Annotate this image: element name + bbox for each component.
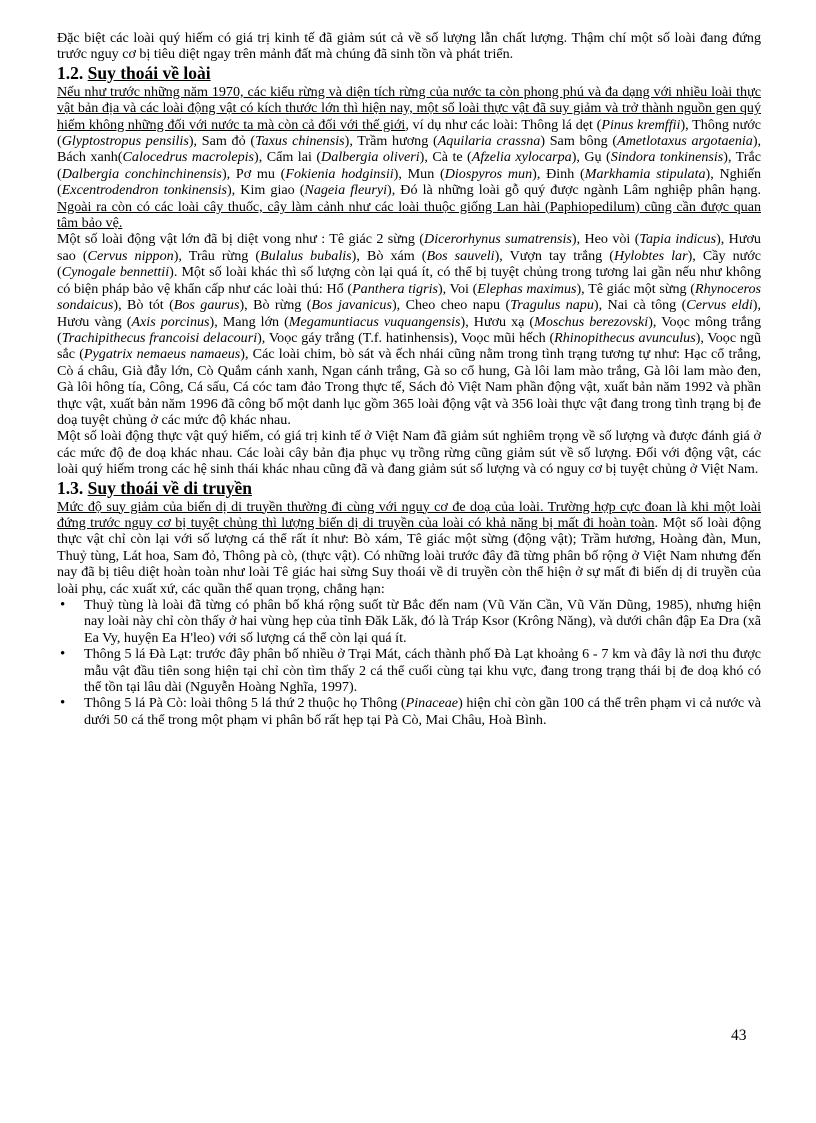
species-name: Diospyros mun <box>444 165 533 182</box>
text-run: ), Đó là những loài gỗ quý được ngành Lâm nghiệp phân hạng. <box>387 182 761 199</box>
species-name: Tapia indicus <box>639 231 717 248</box>
text-run: ), Bò tót ( <box>113 297 174 314</box>
document-page <box>57 30 761 728</box>
text-run: ), Kim giao ( <box>226 182 305 199</box>
text-run: ), Nai cà tông ( <box>593 297 687 314</box>
species-name: Pinaceae <box>405 695 459 712</box>
text-run: ), Mun ( <box>393 165 445 182</box>
bullet-list <box>57 597 761 728</box>
text-run: Ngoài ra còn có các loài cây thuốc, cây làm cảnh như các loài thuộc giống Lan hài (Paphiopedilum) cũng cần được quan tâm bảo vệ. <box>57 198 761 232</box>
text-run: ), Sam đỏ ( <box>188 133 256 150</box>
list-item <box>84 695 761 728</box>
text-run: ), Hươu xạ ( <box>460 313 535 330</box>
species-name: Markhamia stipulata <box>584 165 706 182</box>
species-name: Bos gaurus <box>173 297 240 314</box>
text-run: ), Cầy nước ( <box>57 247 761 281</box>
text-run: ), Trắc ( <box>57 149 761 182</box>
paragraph <box>57 499 761 597</box>
text-run: ), Voọc gáy trắng (T.f. hatinhensis), Voọc mũi hếch ( <box>257 329 555 346</box>
paragraph <box>57 231 761 428</box>
text-run: ), Trầm hương ( <box>344 133 438 150</box>
species-name: Rhinopithecus avunculus <box>554 329 696 346</box>
text-run: Thông 5 lá Pà Cò: loài thông 5 lá thứ 2 thuộc họ Thông ( <box>84 695 406 712</box>
species-name: Bulalus bubalis <box>260 247 352 264</box>
intro-paragraph: Đặc biệt các loài quý hiếm có giá trị kinh tế đã giảm sút cả về số lượng lẫn chất lượng. Thậm chí một số loài đang đứng trước nguy cơ bị tiêu diệt ngay trên mảnh đất mà chúng đã sinh tồn và phát triển. <box>57 30 761 63</box>
text-run: . Một số loài động thực vật chỉ còn lại với số lượng cá thể rất ít như: Bò xám, Tê giác một sừng (động vật); Trầm hương, Hoàng đàn, Mun, Thuỷ tùng, Lát hoa, Sam đỏ, Thông pà cò, (thực vật). Có những loài trước đây đã từng phân bố rộng ở Việt Nam nhưng đến nay đã bị tiêu diệt hoàn toàn như loài Tê giác hai sừng Suy thoái về di truyền còn thể hiện ở sự mất đi biến dị di truyền của loài phụ, các xuất xứ, các quần thể quan trọng, chẳng hạn: <box>57 514 761 597</box>
species-name: Sindora tonkinensis <box>610 149 724 166</box>
text-run: Thuỷ tùng là loài đã từng có phân bố khá rộng suốt từ Bắc đến nam (Vũ Văn Cần, Vũ Văn Dũng, 1985), nhưng hiện nay loài này chỉ còn thấy ở hai vùng hẹp của tỉnh Đăk Lăk, đó là Tráp Ksor (Krông Năng), và dưới chân đập Ea Dra (xã Ea Vy, huyện Ea H'leo) với số lượng cá thể còn lại quá ít. <box>84 597 761 646</box>
species-name: Trachipithecus francoisi delacouri <box>61 329 258 346</box>
species-name: Dalbergia oliveri <box>321 149 420 166</box>
text-run: ), Cheo cheo napu ( <box>391 297 511 314</box>
species-name: Afzelia xylocarpa <box>471 149 572 166</box>
species-name: Nageia fleuryi <box>304 182 387 199</box>
species-name: Axis porcinus <box>131 313 210 330</box>
list-item <box>84 646 761 695</box>
species-name: Dalbergia conchinchinensis <box>61 165 222 182</box>
paragraph <box>57 84 761 232</box>
text-run: ), Trâu rừng ( <box>173 247 261 264</box>
text-run: ) Sam bông ( <box>540 133 618 150</box>
section-number: 1.3. <box>57 477 84 498</box>
species-name: Hylobtes lar <box>613 247 688 264</box>
text-run: ), Hươu vàng ( <box>57 297 761 330</box>
text-run: ), Pơ mu ( <box>221 165 286 182</box>
text-run: Nếu như trước những năm 1970, các kiểu rừng và diện tích rừng của nước ta còn phong phú và đa dạng với nhiều loài thực vật bản địa và các loài động vật có kích thước lớn thì hiện nay, một số loài thực vật đã suy giảm và trở thành nguồn gen quý hiếm không những đối với nước ta mà còn cả đối với thế giới <box>57 83 761 133</box>
text-run: ), Voi ( <box>437 280 478 297</box>
species-name: Fokienia hodginsii <box>285 165 394 182</box>
section-heading-1-2 <box>57 63 761 84</box>
text-run: Một số loài động vật lớn đã bị diệt vong như : Tê giác 2 sừng ( <box>57 231 425 248</box>
text-run: ) hiện chỉ còn gần 100 cá thể trên phạm vi cả nước và dưới 50 cá thể trong một phạm vi phân bố rất hẹp tại Pà Cò, Mai Châu, Hoà Bình. <box>84 695 761 728</box>
text-run: ), Bò rừng ( <box>239 297 312 314</box>
text-run: ), Voọc ngũ sắc ( <box>57 329 761 363</box>
text-run: ), Thông nước ( <box>57 116 762 150</box>
species-name: Ametlotaxus argotaenia <box>617 133 753 150</box>
text-run: ), Cẩm lai ( <box>254 149 322 166</box>
page-number: 43 <box>731 1027 747 1044</box>
section-heading-1-3 <box>57 478 761 499</box>
text-run: Thông 5 lá Đà Lạt: trước đây phân bố nhiều ở Trại Mát, cách thành phố Đà Lạt khoảng 6 - 7 km và đây là nơi thu được mẫu vật đầu tiên song hiện tại chỉ còn tìm thấy 2 cá thể cuối cùng tại khu vực, đang trong trạng thái bị đe doạ khó có thể tồn tại lâu dài (Nguyễn Hoàng Nghĩa, 1997). <box>84 646 761 696</box>
section-number: 1.2. <box>57 62 84 83</box>
text-run: ), Vượn tay trắng ( <box>494 247 614 264</box>
paragraph: Một số loài động thực vật quý hiếm, có giá trị kinh tế ở Việt Nam đã giảm sút nghiêm trọng về số lượng và được đánh giá ở các mức độ đe doạ khác nhau. Các loài cây bản địa phục vụ trồng rừng cũng giảm sút về số lượng. Đối với động vật, các loài quý hiếm trong các hệ sinh thái khác nhau cũng đã và đang giảm sút số lượng và có nguy cơ bị tuyệt chủng ở Việt Nam. <box>57 428 761 478</box>
text-run: ), Tê giác một sừng ( <box>576 280 695 297</box>
section-title: Suy thoái về di truyền <box>87 477 252 498</box>
text-run: ), Gụ ( <box>571 149 611 166</box>
species-name: Aquilaria crassna <box>437 133 541 150</box>
species-name: Pygatrix nemaeus namaeus <box>83 346 241 363</box>
species-name: Pinus kremffii <box>601 116 681 133</box>
text-run: ). Một số loài khác thì số lượng còn lại quá ít, có thể bị tuyệt chủng trong tương lai gần nếu như không có biện pháp bảo vệ khẩn cấp như các loài thú: Hổ ( <box>57 264 761 297</box>
species-name: Taxus chinensis <box>255 133 345 150</box>
text-run: ), Hươu sao ( <box>57 231 761 264</box>
text-run: ), Voọc mông trắng ( <box>57 313 761 346</box>
species-name: Tragulus napu <box>510 297 594 314</box>
species-name: Calocedrus macrolepis <box>122 149 255 166</box>
species-name: Moschus berezovski <box>534 313 649 330</box>
species-name: Bos sauveli <box>426 247 495 264</box>
species-name: Cervus eldi <box>686 297 753 314</box>
text-run: ), Các loài chim, bò sát và ếch nhái cũng nằm trong tình trạng tương tự như: Hạc cổ trắng, Cò á châu, Già đẫy lớn, Cò Quắm cánh xanh, Ngan cánh trắng, Gà so cổ hung, Gà lôi lam mào trắng, Gà lôi lam mào đen, Gà lôi hông tía, Công, Cá sấu, Cá cóc tam đảo Trong thực tế, Sách đỏ Việt Nam phần động vật, xuất bản năm 1992 và phần thực vật, xuất bản năm 1996 đã công bố một danh lục gồm 365 loài động vật và 356 loài thực vật đang trong tình trạng bị đe doạ tuyệt chủng ở các mức độ khác nhau. <box>57 346 762 428</box>
text-run: ), Nghiến ( <box>57 165 761 199</box>
species-name: Excentrodendron tonkinensis <box>61 182 227 199</box>
species-name: Cynogale bennettii <box>61 264 170 281</box>
species-name: Megamuntiacus vuquangensis <box>288 313 461 330</box>
text-run: ), Đinh ( <box>532 165 585 182</box>
text-run: ), Cà te ( <box>419 149 472 166</box>
species-name: Elephas maximus <box>477 280 577 297</box>
list-item <box>84 597 761 646</box>
species-name: Bos javanicus <box>311 297 392 314</box>
species-name: Dicerorhynus sumatrensis <box>424 231 572 248</box>
species-name: Glyptostropus pensilis <box>61 133 189 150</box>
text-run: ), Bách xanh( <box>57 133 762 166</box>
text-run: ), Heo vòi ( <box>571 231 640 248</box>
text-run: , ví dụ như các loài: Thông lá dẹt ( <box>405 116 602 133</box>
text-run: Mức độ suy giảm của biến dị di truyền thường đi cùng với nguy cơ đe doạ của loài. Trường hợp cực đoan là khi một loài đứng trước nguy cơ bị tuyệt chủng thì lượng biến dị di truyền của loài có khả năng bị mất đi hoàn toàn <box>57 498 761 531</box>
text-run: ), Mang lớn ( <box>209 313 289 330</box>
text-run: ), Bò xám ( <box>351 247 427 264</box>
species-name: Rhynoceros sondaicus <box>57 280 761 314</box>
species-name: Panthera tigris <box>352 280 438 297</box>
section-title: Suy thoái về loài <box>87 62 211 83</box>
species-name: Cervus nippon <box>87 247 174 264</box>
